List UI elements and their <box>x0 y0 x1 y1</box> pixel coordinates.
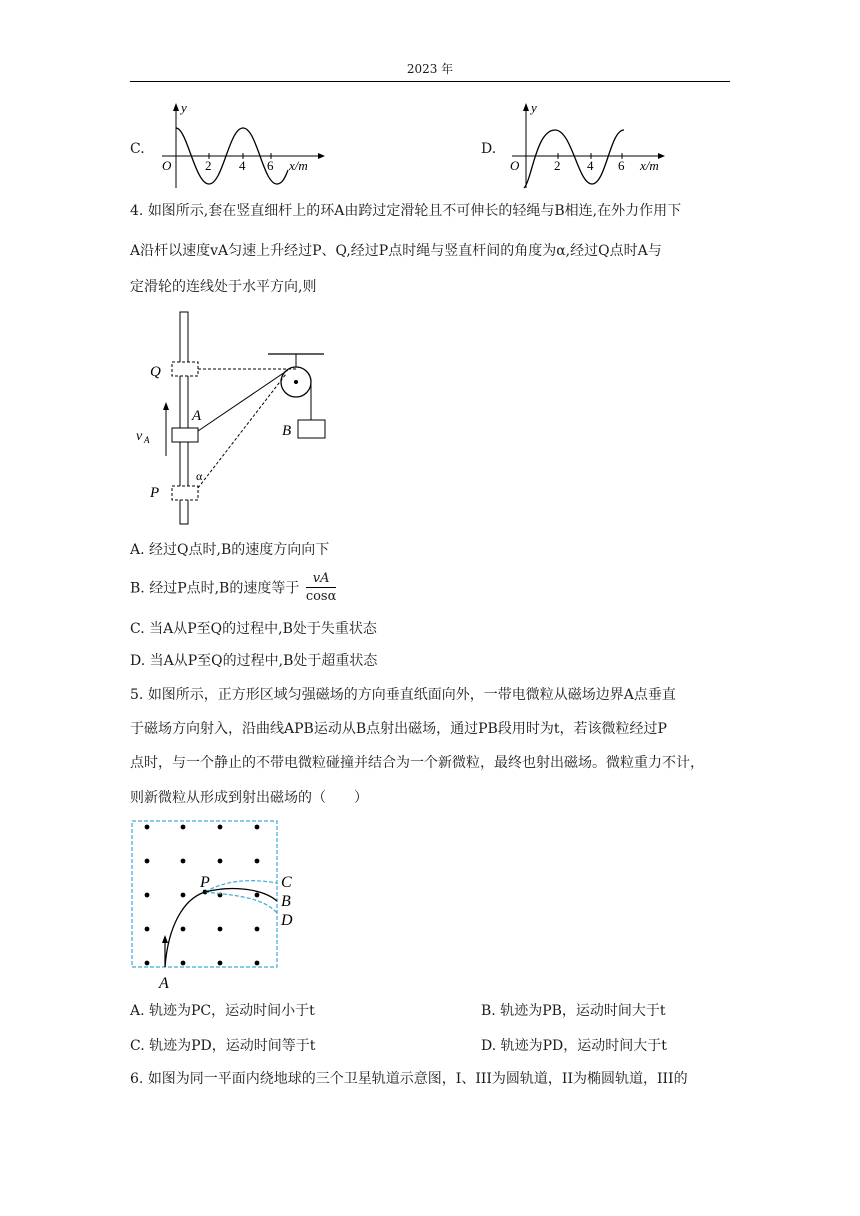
q6-line-1: 6. 如图为同一平面内绕地球的三个卫星轨道示意图，I、III为圆轨道，II为椭圆轨道，III的 <box>130 1071 688 1087</box>
c-tick-4: 4 <box>239 158 246 173</box>
label-a: A <box>192 408 202 424</box>
q4-pulley-figure <box>130 308 350 530</box>
q4-line-1: 4. 如图所示,套在竖直细杆上的环A由跨过定滑轮且不可伸长的轻绳与B相连,在外力作用下 <box>130 203 682 219</box>
field-dots <box>145 825 260 966</box>
ring-q <box>172 362 198 376</box>
q5-line-1: 5. 如图所示，正方形区域匀强磁场的方向垂直纸面向外，一带电微粒从磁场边界A点垂直 <box>130 687 676 703</box>
q5-line-4: 则新微粒从形成到射出磁场的（ ） <box>130 790 368 806</box>
c-origin: O <box>162 158 172 173</box>
q5-option-c: C. 轨迹为PD，运动时间等于t <box>130 1038 316 1054</box>
q5-magnetic-field-figure <box>128 817 308 992</box>
block-b <box>298 420 325 438</box>
label-p: P <box>200 874 210 891</box>
d-origin: O <box>510 158 520 173</box>
label-alpha: α <box>196 469 203 483</box>
q5-option-d: D. 轨迹为PD，运动时间大于t <box>481 1038 667 1054</box>
label-a: A <box>159 975 169 992</box>
label-q: Q <box>150 364 161 380</box>
q4-option-a: A. 经过Q点时,B的速度方向向下 <box>130 542 330 558</box>
d-tick-2: 2 <box>554 158 561 173</box>
label-p: P <box>150 485 160 501</box>
option-c-label: C. <box>130 141 145 157</box>
q5-option-b: B. 轨迹为PB，运动时间大于t <box>481 1003 666 1019</box>
wave-graph-d <box>500 98 690 193</box>
q4-line-2: A沿杆以速度vA匀速上升经过P、Q,经过P点时绳与竖直杆间的角度为α,经过Q点时A与 <box>130 243 662 259</box>
ring-p <box>172 486 198 500</box>
d-axis-x: x/m <box>640 158 659 173</box>
label-v: v <box>136 429 143 444</box>
q5-line-3: 点时，与一个静止的不带电微粒碰撞并结合为一个新微粒，最终也射出磁场。微粒重力不计， <box>130 755 704 771</box>
q4-option-c: C. 当A从P至Q的过程中,B处于失重状态 <box>130 621 377 637</box>
header-rule <box>130 81 730 82</box>
c-axis-y: y <box>181 100 187 115</box>
label-c: C <box>281 874 292 891</box>
label-d: D <box>281 912 293 929</box>
d-tick-4: 4 <box>587 158 594 173</box>
trajectory-pd <box>205 892 277 913</box>
q4-option-b-fraction: $\frac{vA}{\cos\alpha}$ <box>305 571 337 604</box>
q4-line-3: 定滑轮的连线处于水平方向,则 <box>130 279 317 295</box>
d-tick-6: 6 <box>618 158 625 173</box>
q4-option-b: B. 经过P点时,B的速度等于 $\frac{vA}{\cos\alpha}$ <box>130 571 337 604</box>
page-header-year: 2023 年 <box>406 62 454 76</box>
c-tick-2: 2 <box>205 158 212 173</box>
ring-a <box>172 428 198 442</box>
wave-graph-c <box>150 98 340 193</box>
label-v-sub: A <box>144 435 150 445</box>
q5-line-2: 于磁场方向射入，沿曲线APB运动从B点射出磁场，通过PB段用时为t，若该微粒经过P <box>130 721 667 737</box>
c-axis-x: x/m <box>289 158 308 173</box>
d-axis-y: y <box>531 100 537 115</box>
label-b: B <box>281 893 291 910</box>
option-d-label: D. <box>481 141 497 157</box>
q4-option-d: D. 当A从P至Q的过程中,B处于超重状态 <box>130 653 378 669</box>
c-tick-6: 6 <box>267 158 274 173</box>
q5-option-a: A. 轨迹为PC，运动时间小于t <box>130 1003 315 1019</box>
label-b: B <box>282 423 292 439</box>
d-wave-curve <box>524 130 624 188</box>
